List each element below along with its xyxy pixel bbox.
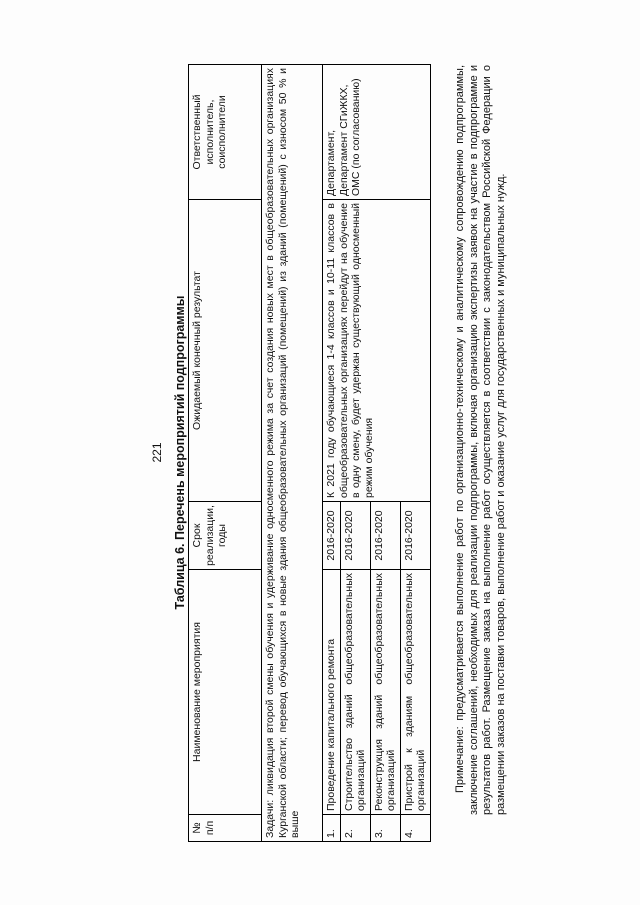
row-name: Проведение капитального ремонта [323,570,341,815]
header-row [189,65,262,842]
row-term: 2016-2020 [400,502,430,570]
task-row [262,65,323,842]
header-num: № п/п [189,815,262,842]
responsible-cell: Департамент, Департамент СГиЖКХ, ОМС (по согласованию) [323,65,431,200]
row-term: 2016-2020 [323,502,341,570]
header-term: Срок реализации, годы [189,502,262,570]
measures-table [188,64,431,842]
header-name: Наименование мероприятия [189,570,262,815]
row-num: 1. [323,815,341,842]
row-term: 2016-2020 [340,502,370,570]
row-term: 2016-2020 [370,502,400,570]
task-cell: Задачи: ликвидация второй смены обучения и удерживание односменного режима за счет создания новых мест в общеобразовательных организациях Курганской области; перевод обучающихся в новые здания общеобразовательных организаций (помещений) из зданий (помещений) с износом 50 % и выше [262,65,323,842]
page-number: 221 [150,442,164,463]
header-responsible: Ответственный исполнитель, соисполнители [189,65,262,200]
row-num: 3. [370,815,400,842]
table-title: Таблица 6. Перечень мероприятий подпрограммы [173,295,187,610]
row-name: Пристрой к зданиям общеобразовательных организаций [400,570,430,815]
header-result: Ожидаемый конечный результат [189,200,262,502]
footnote-text: Примечание: предусматривается выполнение работ по организационно-техническому и аналитическому сопровождению подпрограммы, заключение соглашений, необходимых для реализации подпрограммы, включая организацию экспертизы заявок на участие в подпрограмме и результатов работ. Размещение заказа на выполнение работ осуществляется в соответствии с законодательством Российской Федерации о размещении заказов на поставки товаров, выполнение работ и оказание услуг для государственных и муниципальных нужд. [454,65,507,815]
row-num: 2. [340,815,370,842]
row-name: Строительство зданий общеобразовательных организаций [340,570,370,815]
row-num: 4. [400,815,430,842]
table-row [323,65,341,842]
result-cell: К 2021 году обучающиеся 1-4 классов и 10-11 классов в общеобразовательных организациях перейдут на обучение в одну смену, будет удержан существующий односменный режим обучения [323,200,431,502]
footnote [454,65,508,815]
row-name: Реконструкция зданий общеобразовательных организаций [370,570,400,815]
